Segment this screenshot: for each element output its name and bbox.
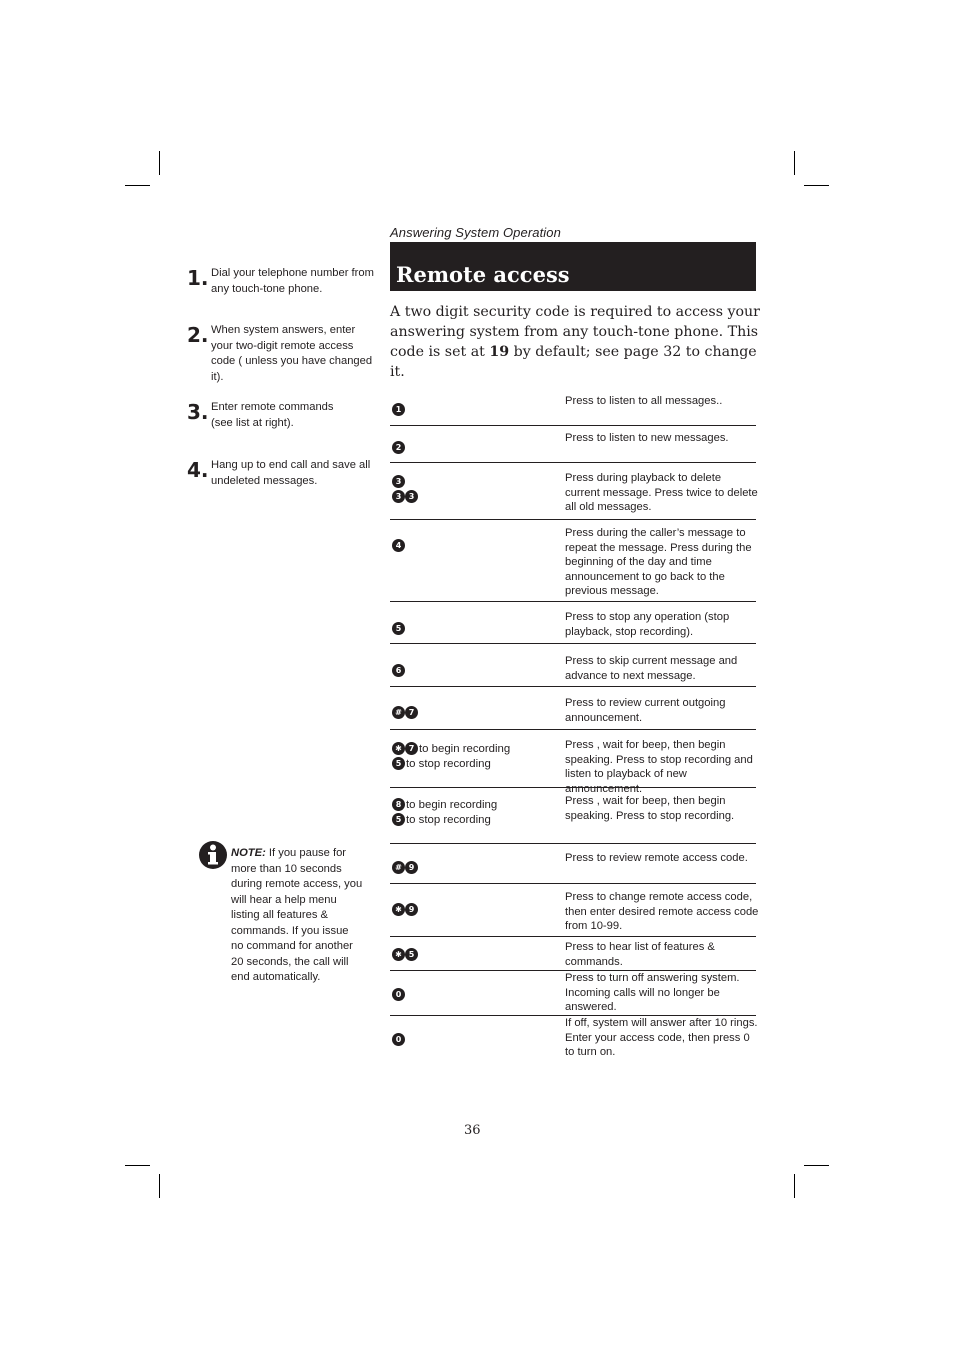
key-caption: to stop recording	[406, 814, 491, 826]
pound-key-icon: #	[392, 861, 405, 874]
command-description: Press , wait for beep, then begin speaking. Press to stop recording and listen to playback of new announcement.	[565, 739, 753, 795]
key-sequence	[392, 742, 510, 772]
number-key-icon: 6	[392, 664, 405, 677]
step-text: Dial your telephone number from any touch-tone phone.	[211, 267, 374, 295]
number-key-icon: 4	[392, 539, 405, 552]
pound-key-icon: #	[392, 706, 405, 719]
number-key-icon: 0	[392, 988, 405, 1001]
command-row	[390, 463, 756, 520]
key-line	[392, 475, 418, 489]
star-key-icon: ✱	[392, 742, 405, 755]
key-sequence	[392, 664, 405, 679]
command-row	[390, 971, 756, 1016]
command-description: Press to change remote access code, then enter desired remote access code from 10-99.	[565, 891, 759, 932]
number-key-icon: 5	[392, 622, 405, 635]
crop-mark	[159, 1174, 160, 1198]
number-key-icon: 3	[405, 490, 418, 503]
command-row	[390, 602, 756, 644]
key-sequence	[392, 1033, 405, 1048]
command-description: Press during playback to delete current message. Press twice to delete all old messages.	[565, 472, 758, 513]
intro-text: A two digit security code is required to access your answering system from any touch-tone phone. This code is set at	[390, 304, 760, 360]
command-row	[390, 884, 759, 937]
crop-mark	[125, 185, 150, 186]
page-title: Remote access	[396, 262, 570, 287]
crop-mark	[794, 151, 795, 175]
key-line	[392, 1033, 405, 1047]
key-sequence	[392, 861, 418, 876]
number-key-icon: 5	[392, 757, 405, 770]
command-description: Press , wait for beep, then begin speaking. Press to stop recording.	[565, 795, 735, 822]
key-sequence	[392, 903, 418, 918]
command-description: Press to listen to new messages.	[565, 432, 729, 444]
command-description: Press to hear list of features & commands.	[565, 941, 715, 968]
key-line	[392, 903, 418, 917]
command-description: Press to skip current message and advance to next message.	[565, 655, 738, 682]
star-key-icon: ✱	[392, 948, 405, 961]
key-line	[392, 948, 418, 962]
key-line	[392, 742, 510, 756]
command-row	[390, 687, 756, 730]
command-description: Press to stop any operation (stop playback, stop recording).	[565, 611, 730, 638]
number-key-icon: 3	[392, 475, 405, 488]
command-row	[390, 730, 756, 795]
page-number: 36	[464, 1123, 481, 1138]
crop-mark	[794, 1174, 795, 1198]
number-key-icon: 3	[392, 490, 405, 503]
key-sequence	[392, 988, 405, 1003]
intro-text-end: by default; see page 32 to change it.	[390, 344, 757, 380]
star-key-icon: ✱	[392, 903, 405, 916]
number-key-icon: 9	[405, 903, 418, 916]
key-line	[392, 441, 405, 455]
section-label: Answering System Operation	[390, 225, 561, 240]
command-description: Press during the caller’s message to repeat the message. Press during the beginning of the day and time announcement to go back to the previous message.	[565, 527, 752, 597]
key-sequence	[392, 948, 418, 963]
command-row	[390, 844, 756, 884]
number-key-icon: 2	[392, 441, 405, 454]
command-row	[390, 389, 756, 426]
key-sequence	[392, 798, 497, 828]
key-line	[392, 988, 405, 1002]
number-key-icon: 7	[405, 706, 418, 719]
note-box	[198, 840, 363, 986]
key-caption: to stop recording	[406, 758, 491, 770]
number-key-icon: 1	[392, 403, 405, 416]
key-sequence	[392, 475, 418, 505]
step-text: When system answers, enter your two-digit remote access code ( unless you have changed it).	[211, 324, 373, 383]
key-caption: to begin recording	[406, 799, 498, 811]
command-description: Press to listen to all messages..	[565, 395, 723, 407]
title-bar	[390, 242, 756, 291]
command-row	[390, 1016, 756, 1063]
number-key-icon: 5	[405, 948, 418, 961]
number-key-icon: 9	[405, 861, 418, 874]
step-number: 2.	[187, 323, 209, 347]
command-description: Press to review remote access code.	[565, 852, 748, 864]
key-line	[392, 706, 418, 720]
key-line	[392, 622, 405, 636]
command-description: Press to turn off answering system. Incoming calls will no longer be answered.	[565, 972, 740, 1013]
crop-mark	[804, 1165, 829, 1166]
key-sequence	[392, 622, 405, 637]
number-key-icon: 5	[392, 813, 405, 826]
key-line	[392, 798, 497, 812]
step-number: 4.	[187, 458, 209, 482]
default-code: 19	[489, 344, 510, 360]
key-line	[392, 861, 418, 875]
key-caption: to begin recording	[419, 743, 511, 755]
command-row	[390, 520, 756, 602]
command-row	[390, 426, 756, 463]
key-sequence	[392, 441, 405, 456]
key-line	[392, 757, 510, 771]
step-text: Hang up to end call and save all undeleted messages.	[211, 459, 371, 487]
note-label: NOTE:	[231, 847, 266, 859]
command-row	[390, 644, 756, 687]
command-description: If off, system will answer after 10 rings. Enter your access code, then press 0 to turn on.	[565, 1017, 758, 1058]
key-line	[392, 813, 497, 827]
info-icon	[198, 840, 228, 870]
key-line	[392, 539, 405, 553]
number-key-icon: 0	[392, 1033, 405, 1046]
number-key-icon: 7	[405, 742, 418, 755]
command-description: Press to review current outgoing announcement.	[565, 697, 726, 724]
step-text: Enter remote commands (see list at right).	[211, 401, 334, 429]
key-line	[392, 664, 405, 678]
key-sequence	[392, 706, 418, 721]
number-key-icon: 8	[392, 798, 405, 811]
step-number: 3.	[187, 400, 209, 424]
key-sequence	[392, 403, 405, 418]
intro-paragraph	[390, 302, 760, 382]
step-number: 1.	[187, 266, 209, 290]
crop-mark	[804, 185, 829, 186]
note-text: If you pause for more than 10 seconds during remote access, you will hear a help menu listing all features & commands. If you issue no command for another 20 seconds, the call will end automatically.	[231, 847, 363, 983]
crop-mark	[125, 1165, 150, 1166]
key-line	[392, 490, 418, 504]
key-line	[392, 403, 405, 417]
key-sequence	[392, 539, 405, 554]
crop-mark	[159, 151, 160, 175]
command-row	[390, 937, 756, 971]
command-row	[390, 788, 756, 844]
